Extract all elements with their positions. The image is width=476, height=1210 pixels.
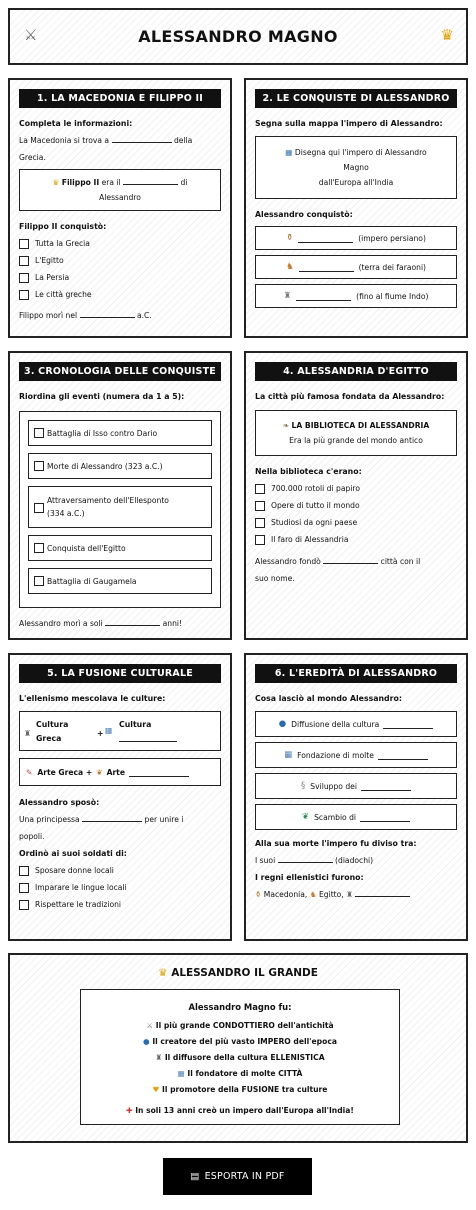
answer-blank[interactable] (119, 733, 177, 742)
sword-icon: ⚔ (146, 1021, 154, 1030)
crown-icon: ♛ (158, 967, 168, 979)
checkbox[interactable] (255, 535, 265, 545)
option-row[interactable]: Opere di tutto il mondo (255, 497, 457, 514)
section-title: 2. LE CONQUISTE DI ALESSANDRO (255, 89, 457, 108)
checkbox[interactable] (34, 428, 44, 438)
summary-title: ♛ ALESSANDRO IL GRANDE (158, 967, 318, 979)
option-row[interactable]: Tutta la Grecia (19, 235, 221, 252)
vase-icon: ⚱ (255, 890, 262, 899)
summary-line: ● Il creatore del più vasto IMPERO dell'epoca (143, 1037, 337, 1046)
summary-box (8, 953, 468, 1143)
scroll-icon: ❧ (282, 421, 290, 430)
checkbox[interactable] (255, 518, 265, 528)
camel-icon: ♞ (285, 262, 294, 272)
answer-blank[interactable] (361, 782, 411, 791)
map-icon: ▦ (285, 148, 293, 157)
checkbox[interactable] (255, 501, 265, 511)
checkbox[interactable] (34, 503, 44, 513)
summary-line: ⚔ Il più grande CONDOTTIERO dell'antichità (146, 1021, 334, 1030)
scroll-icon: § (301, 781, 306, 791)
summary-line: ♜ Il diffusore della cultura ELLENISTICA (155, 1053, 325, 1062)
checkbox[interactable] (34, 543, 44, 553)
city-icon: ▦ (284, 750, 293, 760)
kingdoms-label: I regni ellenistici furono: (255, 873, 364, 882)
answer-blank[interactable] (296, 292, 351, 301)
conquest-row: ♜ (fino al fiume Indo) (255, 284, 457, 308)
pin-icon: ✚ (126, 1106, 133, 1115)
answer-blank[interactable] (360, 813, 410, 822)
summary-line: ▦ Il fondatore di molte CITTÀ (177, 1069, 303, 1078)
answer-blank[interactable] (298, 234, 353, 243)
checkbox[interactable] (19, 866, 29, 876)
camel-icon: ♞ (309, 890, 317, 899)
checkbox[interactable] (19, 239, 29, 249)
checkbox[interactable] (255, 484, 265, 494)
section-title: 1. LA MACEDONIA E FILIPPO II (19, 89, 221, 108)
fill-married: Una principessa per unire i popoli. (19, 815, 184, 841)
page-title: ALESSANDRO MAGNO (138, 27, 338, 46)
checkbox[interactable] (19, 883, 29, 893)
answer-blank[interactable] (105, 617, 160, 626)
section-title: 5. LA FUSIONE CULTURALE (19, 664, 221, 683)
married-label: Alessandro sposò: (19, 798, 100, 807)
answer-blank[interactable] (82, 813, 142, 822)
checkbox[interactable] (34, 461, 44, 471)
fill-founded: Alessandro fondò città con il suo nome. (255, 557, 421, 583)
summary-inner (80, 989, 400, 1125)
section-cronologia (8, 351, 232, 640)
crossed-swords-icon: ⚔ (24, 26, 38, 44)
elephant-icon: ♜ (283, 291, 292, 301)
temple-icon: ♜ (346, 890, 353, 899)
printer-icon: ▤ (190, 1171, 200, 1182)
answer-blank[interactable] (323, 555, 378, 564)
answer-blank[interactable] (278, 854, 333, 863)
legacy-item: ● Diffusione della cultura (255, 711, 457, 737)
summary-closing: ✚ In soli 13 anni creò un impero dall'Europa all'India! (126, 1106, 354, 1115)
section-title: 3. CRONOLOGIA DELLE CONQUISTE (19, 362, 221, 381)
crown-icon: ♛ (52, 178, 60, 187)
conquered-label: Alessandro conquistò: (255, 210, 353, 219)
globe-icon: ● (143, 1037, 150, 1046)
map-box[interactable]: ▦ Disegna qui l'impero di Alessandro Magno dall'Europa all'India (255, 136, 457, 199)
option-row[interactable]: Sposare donne locali (19, 862, 221, 879)
answer-blank[interactable] (378, 751, 428, 760)
fill-divided: I suoi (diadochi) (255, 856, 374, 865)
legacy-item: ❦ Scambio di (255, 804, 457, 830)
leaf-icon: ❦ (301, 812, 310, 822)
answer-blank[interactable] (383, 720, 433, 729)
ordered-label: Ordinò ai suoi soldati di: (19, 849, 127, 858)
divided-label: Alla sua morte l'impero fu diviso tra: (255, 839, 417, 848)
filippo-box: ♛ Filippo II era il di Alessandro (19, 169, 221, 211)
option-row[interactable]: Le città greche (19, 286, 221, 303)
conquest-row: ♞ (terra dei faraoni) (255, 255, 457, 279)
checkbox[interactable] (34, 576, 44, 586)
option-row[interactable]: Imparare le lingue locali (19, 879, 221, 896)
section-title: 4. ALESSANDRIA D'EGITTO (255, 362, 457, 381)
instruction: Completa le informazioni: (19, 119, 133, 128)
option-row[interactable]: Rispettare le tradizioni (19, 896, 221, 913)
conquered-label: Filippo II conquistò: (19, 222, 107, 231)
section-conquiste (244, 78, 468, 338)
section-macedonia (8, 78, 232, 338)
handshake-icon: ♥ (152, 1085, 160, 1094)
checkbox[interactable] (19, 273, 29, 283)
legacy-item: § Sviluppo dei (255, 773, 457, 799)
city-icon: ▦ (177, 1069, 185, 1078)
option-row[interactable]: Studiosi da ogni paese (255, 514, 457, 531)
checkbox[interactable] (19, 290, 29, 300)
art-box: ✎ Arte Greca + ❦ Arte (19, 758, 221, 786)
in-library-label: Nella biblioteca c'erano: (255, 467, 362, 476)
crown-icon: ♛ (440, 26, 454, 44)
page-header (8, 8, 468, 65)
answer-blank[interactable] (123, 176, 178, 185)
fill-death: Filippo morì nel a.C. (19, 311, 152, 320)
temple-icon: ♜ (155, 1053, 163, 1062)
option-row[interactable]: L'Egitto (19, 252, 221, 269)
legacy-item: ▦ Fondazione di molte (255, 742, 457, 768)
globe-icon: ● (278, 719, 287, 729)
section-title: 6. L'EREDITÀ DI ALESSANDRO (255, 664, 457, 683)
summary-intro: Alessandro Magno fu: (188, 1002, 292, 1012)
event-item[interactable]: Battaglia di Isso contro Dario (28, 420, 212, 446)
fill-kingdoms: ⚱ Macedonia, ♞ Egitto, ♜ (255, 886, 457, 903)
section-fusione (8, 653, 232, 941)
art-icon: ❦ (96, 767, 103, 777)
section-eredita (244, 653, 468, 941)
paint-icon: ✎ (26, 767, 33, 777)
event-item[interactable]: Conquista dell'Egitto (28, 535, 212, 561)
event-item[interactable]: Attraversamento dell'Ellesponto (334 a.C.) (28, 486, 212, 528)
answer-blank[interactable] (299, 263, 354, 272)
event-item[interactable]: Morte di Alessandro (323 a.C.) (28, 453, 212, 479)
library-box: ❧ LA BIBLIOTECA DI ALESSANDRIA Era la più grande del mondo antico (255, 410, 457, 456)
event-item[interactable]: Battaglia di Gaugamela (28, 568, 212, 594)
option-row[interactable]: La Persia (19, 269, 221, 286)
fill-age: Alessandro morì a soli anni! (19, 619, 183, 628)
summary-line: ♥ Il promotore della FUSIONE tra culture (152, 1085, 328, 1094)
events-container (19, 411, 221, 608)
checkbox[interactable] (19, 900, 29, 910)
culture-box: ♜ Cultura Greca + ▦ Cultura (19, 711, 221, 751)
vase-icon: ⚱ (286, 233, 294, 243)
export-pdf-button[interactable]: ▤ ESPORTA IN PDF (163, 1158, 312, 1195)
instruction: Cosa lasciò al mondo Alessandro: (255, 694, 402, 703)
answer-blank[interactable] (112, 134, 172, 143)
instruction: Riordina gli eventi (numera da 1 a 5): (19, 392, 185, 401)
answer-blank[interactable] (355, 888, 410, 897)
answer-blank[interactable] (129, 768, 189, 777)
building-icon: ▦ (105, 726, 113, 735)
checkbox[interactable] (19, 256, 29, 266)
fill-macedonia: La Macedonia si trova a della Grecia. (19, 136, 193, 162)
instruction: Segna sulla mappa l'impero di Alessandro: (255, 119, 443, 128)
temple-icon: ♜ (24, 729, 31, 738)
option-row[interactable]: 700.000 rotoli di papiro (255, 480, 457, 497)
answer-blank[interactable] (80, 309, 135, 318)
option-row[interactable]: Il faro di Alessandria (255, 531, 457, 548)
section-alessandria (244, 351, 468, 640)
instruction: La città più famosa fondata da Alessandro: (255, 392, 445, 401)
instruction: L'ellenismo mescolava le culture: (19, 694, 166, 703)
conquest-row: ⚱ (impero persiano) (255, 226, 457, 250)
